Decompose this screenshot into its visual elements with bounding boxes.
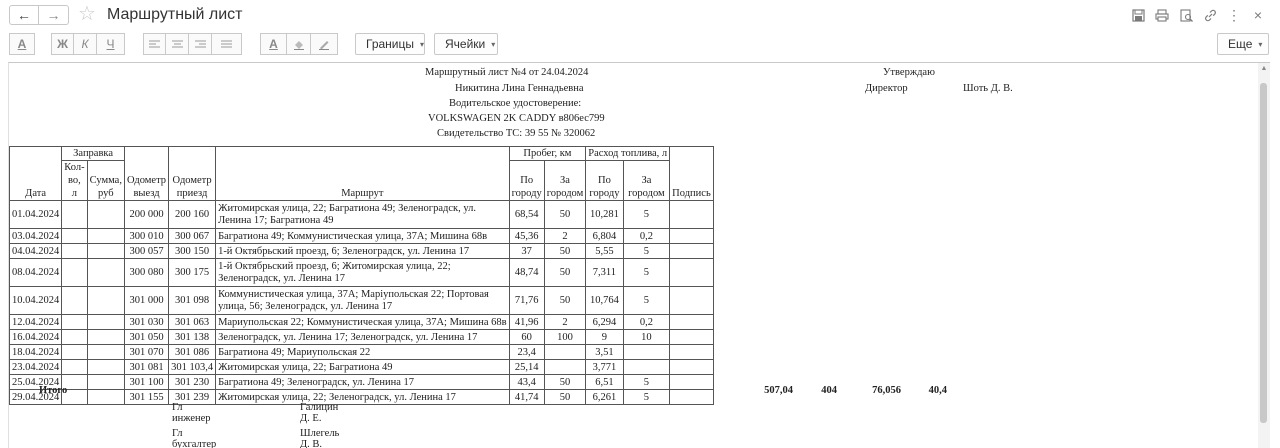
cell-odo-in[interactable]: 300 067 xyxy=(169,229,216,244)
total-fuel-city: 76,056 xyxy=(872,385,901,396)
print-icon[interactable] xyxy=(1150,5,1174,25)
cell-km-outside[interactable] xyxy=(544,345,586,360)
cell-km-city[interactable]: 71,76 xyxy=(509,287,544,315)
cell-sum[interactable] xyxy=(87,375,124,390)
cell-route[interactable]: Багратиона 49; Мариупольская 22 xyxy=(216,345,510,360)
cell-sum[interactable] xyxy=(87,287,124,315)
more-dropdown[interactable] xyxy=(1217,33,1269,55)
forward-button[interactable] xyxy=(39,5,69,25)
cell-date[interactable]: 03.04.2024 xyxy=(10,229,62,244)
cell-km-outside[interactable] xyxy=(544,360,586,375)
cell-km-outside[interactable]: 50 xyxy=(544,287,586,315)
cell-odo-out[interactable]: 300 080 xyxy=(124,259,168,287)
close-icon[interactable]: × xyxy=(1253,7,1263,23)
cell-km-city[interactable]: 60 xyxy=(509,330,544,345)
cell-odo-in[interactable]: 301 098 xyxy=(169,287,216,315)
table-row xyxy=(10,201,714,229)
total-km-city: 507,04 xyxy=(764,385,793,396)
cell-sum[interactable] xyxy=(87,345,124,360)
license-label: Водительское удостоверение: xyxy=(449,98,582,109)
cell-km-city[interactable]: 68,54 xyxy=(509,201,544,229)
borders-label: Границы xyxy=(366,37,414,51)
align-left-button[interactable] xyxy=(143,33,166,55)
cell-sum[interactable] xyxy=(87,360,124,375)
cell-km-outside[interactable]: 2 xyxy=(544,229,586,244)
align-left-icon xyxy=(149,40,160,49)
arrow-left-icon: ← xyxy=(17,7,31,23)
title-bar xyxy=(0,0,1280,30)
chevron-down-icon: ▾ xyxy=(1258,39,1263,49)
header-date: Дата xyxy=(10,147,62,201)
cell-odo-in[interactable]: 301 230 xyxy=(169,375,216,390)
table-row xyxy=(10,315,714,330)
cell-odo-in[interactable]: 301 138 xyxy=(169,330,216,345)
cell-fuel-city[interactable]: 10,281 xyxy=(586,201,623,229)
text-color-button[interactable] xyxy=(260,33,287,55)
cell-route[interactable]: Мариупольская 22; Коммунистическая улица, 37А; Мишина 68в xyxy=(216,315,510,330)
header-route: Маршрут xyxy=(216,147,510,201)
cell-fuel-outside[interactable]: 5 xyxy=(623,244,670,259)
cell-date[interactable]: 04.04.2024 xyxy=(10,244,62,259)
table-row xyxy=(10,244,714,259)
cell-signature[interactable] xyxy=(670,390,714,405)
cell-signature[interactable] xyxy=(670,315,714,330)
align-center-button[interactable] xyxy=(166,33,189,55)
align-justify-button[interactable] xyxy=(212,33,242,55)
cell-odo-in[interactable]: 301 063 xyxy=(169,315,216,330)
cell-sum[interactable] xyxy=(87,229,124,244)
scrollbar-thumb[interactable] xyxy=(1260,83,1267,423)
document-view[interactable] xyxy=(8,62,1270,448)
chevron-down-icon: ▾ xyxy=(491,39,496,49)
director-title: Директор xyxy=(865,83,908,94)
header-refuel: Заправка xyxy=(62,147,125,161)
cell-qty[interactable] xyxy=(62,287,87,315)
cell-route[interactable]: 1-й Октябрьский проезд, 6; Зеленоградск, ул. Ленина 17 xyxy=(216,244,510,259)
cell-km-outside[interactable]: 50 xyxy=(544,201,586,229)
total-fuel-outside: 40,4 xyxy=(928,385,947,396)
totals-label: Итого xyxy=(39,385,68,396)
cell-odo-in[interactable]: 200 160 xyxy=(169,201,216,229)
approve-label: Утверждаю xyxy=(883,67,935,78)
cell-date[interactable]: 12.04.2024 xyxy=(10,315,62,330)
cell-odo-out[interactable]: 301 000 xyxy=(124,287,168,315)
total-km-outside: 404 xyxy=(821,385,837,396)
cell-odo-in[interactable]: 301 239 xyxy=(169,390,216,405)
back-button[interactable] xyxy=(9,5,39,25)
cells-label: Ячейки xyxy=(445,37,486,51)
italic-button[interactable] xyxy=(74,33,97,55)
preview-icon[interactable] xyxy=(1174,5,1198,25)
driver-name: Никитина Лина Геннадьевна xyxy=(455,83,584,94)
cell-odo-out[interactable]: 301 070 xyxy=(124,345,168,360)
accountant-name: Шлегель Д. В. xyxy=(300,428,340,448)
cell-signature[interactable] xyxy=(670,201,714,229)
cell-km-city[interactable]: 43,4 xyxy=(509,375,544,390)
borders-dropdown[interactable] xyxy=(355,33,425,55)
director-name: Шоть Д. В. xyxy=(963,83,1013,94)
cell-fuel-outside[interactable]: 5 xyxy=(623,259,670,287)
cell-odo-out[interactable]: 301 081 xyxy=(124,360,168,375)
cell-date[interactable]: 10.04.2024 xyxy=(10,287,62,315)
cell-odo-out[interactable]: 301 030 xyxy=(124,315,168,330)
cell-fuel-city[interactable]: 6,261 xyxy=(586,390,623,405)
text-color-icon: A xyxy=(269,37,278,51)
cell-sum[interactable] xyxy=(87,259,124,287)
cell-km-outside[interactable]: 50 xyxy=(544,259,586,287)
cell-signature[interactable] xyxy=(670,345,714,360)
bold-button[interactable] xyxy=(51,33,74,55)
cell-odo-out[interactable]: 300 057 xyxy=(124,244,168,259)
cell-qty[interactable] xyxy=(62,315,87,330)
cell-route[interactable]: 1-й Октябрьский проезд, 6; Житомирская улица, 22; Зеленоградск, ул. Ленина 17 xyxy=(216,259,510,287)
link-icon[interactable] xyxy=(1198,5,1222,25)
table-row xyxy=(10,259,714,287)
cell-fuel-city[interactable]: 6,294 xyxy=(586,315,623,330)
cell-signature[interactable] xyxy=(670,330,714,345)
cell-route[interactable]: Житомирская улица, 22; Багратиона 49; Зеленоградск, ул. Ленина 17; Багратиона 49 xyxy=(216,201,510,229)
certificate-label: Свидетельство ТС: 39 55 № 320062 xyxy=(437,128,596,139)
cell-qty[interactable] xyxy=(62,229,87,244)
cell-fuel-city[interactable]: 7,311 xyxy=(586,259,623,287)
cell-fuel-outside[interactable]: 0,2 xyxy=(623,229,670,244)
cell-fuel-city[interactable]: 6,804 xyxy=(586,229,623,244)
header-sum: Сумма, руб xyxy=(87,161,124,201)
doc-title: Маршрутный лист №4 от 24.04.2024 xyxy=(425,67,589,78)
cell-date[interactable]: 23.04.2024 xyxy=(10,360,62,375)
cell-fuel-outside[interactable]: 0,2 xyxy=(623,315,670,330)
cell-signature[interactable] xyxy=(670,259,714,287)
cell-fuel-outside[interactable]: 5 xyxy=(623,390,670,405)
cell-km-city[interactable]: 23,4 xyxy=(509,345,544,360)
italic-icon: К xyxy=(81,37,89,51)
cell-fuel-outside[interactable]: 5 xyxy=(623,375,670,390)
cell-signature[interactable] xyxy=(670,375,714,390)
cell-signature[interactable] xyxy=(670,360,714,375)
cell-qty[interactable] xyxy=(62,360,87,375)
header-odo-in: Одометр приезд xyxy=(169,147,216,201)
cell-km-outside[interactable]: 50 xyxy=(544,375,586,390)
align-justify-icon xyxy=(221,40,232,49)
cell-km-city[interactable]: 45,36 xyxy=(509,229,544,244)
border-color-button[interactable] xyxy=(311,33,338,55)
cell-date[interactable]: 29.04.2024 xyxy=(10,390,62,405)
cell-date[interactable]: 18.04.2024 xyxy=(10,345,62,360)
cell-fuel-city[interactable]: 6,51 xyxy=(586,375,623,390)
cell-date[interactable]: 08.04.2024 xyxy=(10,259,62,287)
cell-km-city[interactable]: 37 xyxy=(509,244,544,259)
cell-odo-out[interactable]: 301 155 xyxy=(124,390,168,405)
header-fuel-city: По городу xyxy=(586,161,623,201)
more-label: Еще xyxy=(1228,37,1253,51)
engineer-title: Гл инженер xyxy=(172,402,211,424)
underline-button[interactable] xyxy=(97,33,125,55)
cell-km-outside[interactable]: 2 xyxy=(544,315,586,330)
table-row xyxy=(10,287,714,315)
chevron-down-icon: ▾ xyxy=(420,39,425,49)
cell-odo-out[interactable]: 301 050 xyxy=(124,330,168,345)
vertical-scrollbar[interactable] xyxy=(1258,63,1270,448)
header-mileage: Пробег, км xyxy=(509,147,586,161)
cell-qty[interactable] xyxy=(62,345,87,360)
table-row xyxy=(10,375,714,390)
cell-odo-out[interactable]: 200 000 xyxy=(124,201,168,229)
engineer-name: Галицин Д. Е. xyxy=(300,402,339,424)
cell-km-city[interactable]: 48,74 xyxy=(509,259,544,287)
cell-km-outside[interactable]: 50 xyxy=(544,390,586,405)
font-icon: A xyxy=(17,37,27,51)
underline-icon: Ч xyxy=(106,37,115,51)
table-row xyxy=(10,360,714,375)
cell-date[interactable]: 16.04.2024 xyxy=(10,330,62,345)
cell-fuel-outside[interactable]: 5 xyxy=(623,201,670,229)
table-row xyxy=(10,345,714,360)
bold-icon: Ж xyxy=(57,37,68,51)
cell-odo-in[interactable]: 301 086 xyxy=(169,345,216,360)
cell-km-outside[interactable]: 100 xyxy=(544,330,586,345)
header-odo-out: Одометр выезд xyxy=(124,147,168,201)
cell-odo-in[interactable]: 300 175 xyxy=(169,259,216,287)
cell-route[interactable]: Зеленоградск, ул. Ленина 17; Зеленоградск, ул. Ленина 17 xyxy=(216,330,510,345)
cell-sum[interactable] xyxy=(87,244,124,259)
header-km-outside: За городом xyxy=(544,161,586,201)
cell-fuel-city[interactable]: 5,55 xyxy=(586,244,623,259)
header-qty: Кол-во, л xyxy=(62,161,87,201)
cell-sum[interactable] xyxy=(87,330,124,345)
cell-km-outside[interactable]: 50 xyxy=(544,244,586,259)
cell-odo-in[interactable]: 300 150 xyxy=(169,244,216,259)
header-fuel-outside: За городом xyxy=(623,161,670,201)
cell-signature[interactable] xyxy=(670,287,714,315)
cell-route[interactable]: Коммунистическая улица, 37А; Марiупольская 22; Портовая улица, 56; Зеленоградск, ул. Ленина 17 xyxy=(216,287,510,315)
window-title: Маршрутный лист xyxy=(107,6,243,23)
font-button[interactable] xyxy=(9,33,35,55)
cell-sum[interactable] xyxy=(87,390,124,405)
more-vertical-icon[interactable]: ⋮ xyxy=(1227,6,1241,23)
cell-route[interactable]: Багратиона 49; Зеленоградск, ул. Ленина 17 xyxy=(216,375,510,390)
align-center-icon xyxy=(172,40,183,49)
format-toolbar xyxy=(0,31,1280,59)
cell-date[interactable]: 25.04.2024 xyxy=(10,375,62,390)
cell-qty[interactable] xyxy=(62,244,87,259)
cell-date[interactable]: 01.04.2024 xyxy=(10,201,62,229)
fill-bucket-icon xyxy=(293,39,305,50)
table-row xyxy=(10,390,714,405)
cell-fuel-outside[interactable] xyxy=(623,360,670,375)
cell-fuel-city[interactable]: 9 xyxy=(586,330,623,345)
cell-signature[interactable] xyxy=(670,244,714,259)
fill-color-button[interactable] xyxy=(287,33,311,55)
cell-fuel-city[interactable]: 10,764 xyxy=(586,287,623,315)
cell-sum[interactable] xyxy=(87,315,124,330)
cell-signature[interactable] xyxy=(670,229,714,244)
header-fuel: Расход топлива, л xyxy=(586,147,670,161)
route-table xyxy=(9,146,714,405)
cell-fuel-city[interactable]: 3,771 xyxy=(586,360,623,375)
cell-route[interactable]: Житомирская улица, 22; Багратиона 49 xyxy=(216,360,510,375)
cell-odo-out[interactable]: 301 100 xyxy=(124,375,168,390)
accountant-title: Гл бухгалтер xyxy=(172,428,217,448)
cell-odo-in[interactable]: 301 103,4 xyxy=(169,360,216,375)
cell-sum[interactable] xyxy=(87,201,124,229)
pencil-icon xyxy=(318,39,330,50)
favorite-star-icon[interactable]: ☆ xyxy=(78,3,96,25)
cell-km-city[interactable]: 41,74 xyxy=(509,390,544,405)
cell-qty[interactable] xyxy=(62,201,87,229)
table-row xyxy=(10,229,714,244)
cells-dropdown[interactable] xyxy=(434,33,498,55)
arrow-right-icon: → xyxy=(46,7,61,23)
cell-route[interactable]: Житомирская улица, 22; Зеленоградск, ул. Ленина 17 xyxy=(216,390,510,405)
table-row xyxy=(10,330,714,345)
cell-qty[interactable] xyxy=(62,259,87,287)
vehicle-label: VOLKSWAGEN 2K CADDY в806ес799 xyxy=(428,113,605,124)
cell-km-city[interactable]: 25,14 xyxy=(509,360,544,375)
cell-route[interactable]: Багратиона 49; Коммунистическая улица, 37А; Мишина 68в xyxy=(216,229,510,244)
cell-fuel-city[interactable]: 3,51 xyxy=(586,345,623,360)
header-signature: Подпись xyxy=(670,147,714,201)
cell-odo-out[interactable]: 300 010 xyxy=(124,229,168,244)
cell-fuel-outside[interactable] xyxy=(623,345,670,360)
align-right-button[interactable] xyxy=(189,33,212,55)
save-icon[interactable] xyxy=(1126,5,1150,25)
header-km-city: По городу xyxy=(509,161,544,201)
cell-fuel-outside[interactable]: 5 xyxy=(623,287,670,315)
align-right-icon xyxy=(195,40,206,49)
cell-fuel-outside[interactable]: 10 xyxy=(623,330,670,345)
cell-km-city[interactable]: 41,96 xyxy=(509,315,544,330)
scroll-up-icon[interactable]: ▲ xyxy=(1260,65,1268,72)
cell-qty[interactable] xyxy=(62,330,87,345)
